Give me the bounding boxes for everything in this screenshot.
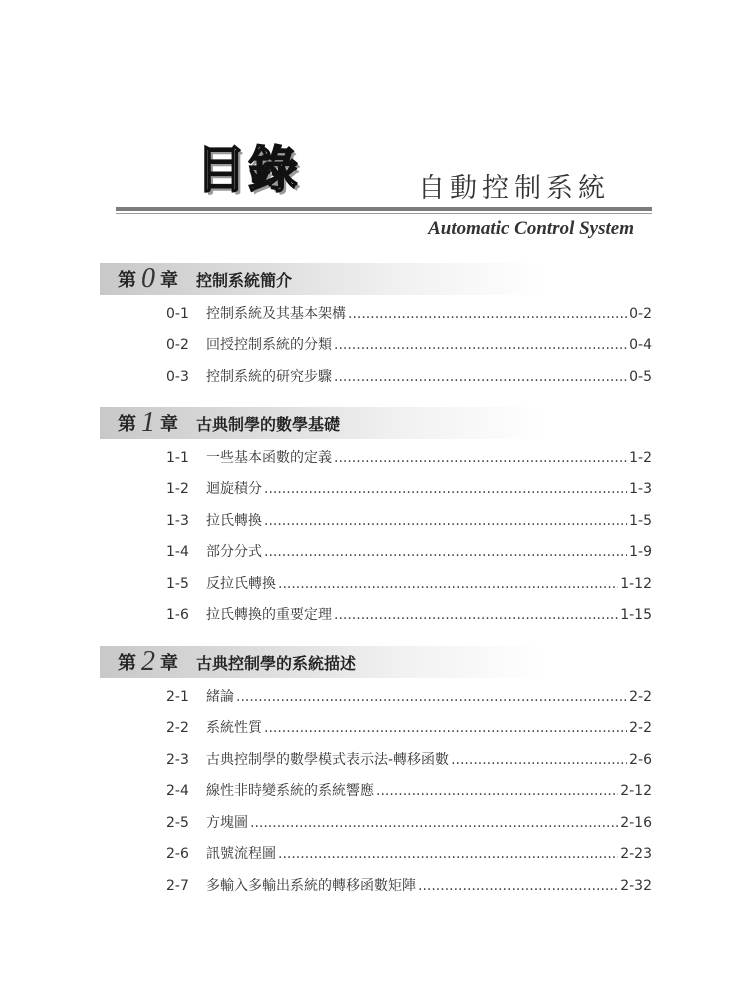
entry-title: 訊號流程圖 — [206, 846, 276, 862]
entry-number: 2-7 — [166, 878, 189, 894]
entry-title: 古典控制學的數學模式表示法-轉移函數 — [206, 752, 450, 768]
toc-entry[interactable] — [166, 366, 652, 388]
entry-number: 2-4 — [166, 783, 189, 799]
toc-entry[interactable] — [166, 717, 652, 739]
entry-title: 控制系統及其基本架構 — [206, 306, 346, 322]
entry-title: 方塊圖 — [206, 815, 248, 831]
entry-title: 部分分式 — [206, 544, 262, 560]
dot-leader — [334, 450, 627, 466]
entry-number: 1-6 — [166, 607, 189, 623]
entry-page: 0-4 — [629, 337, 652, 353]
toc-entry[interactable] — [166, 334, 652, 356]
chapter-title: 古典控制學的系統描述 — [196, 653, 357, 673]
header-rule-thick — [116, 207, 652, 211]
entry-number: 1-1 — [166, 450, 189, 466]
entry-page: 2-2 — [629, 689, 652, 705]
entry-page: 2-32 — [620, 878, 652, 894]
toc-entry[interactable] — [166, 686, 652, 708]
entry-number: 0-3 — [166, 369, 189, 385]
entry-title: 系統性質 — [206, 720, 262, 736]
chapter-title: 古典制學的數學基礎 — [196, 414, 341, 434]
entry-page: 0-5 — [629, 369, 652, 385]
entry-title: 迴旋積分 — [206, 481, 262, 497]
dot-leader — [278, 576, 618, 592]
entry-page: 1-2 — [629, 450, 652, 466]
book-title: 自動控制系統 — [418, 173, 610, 204]
entry-number: 2-6 — [166, 846, 189, 862]
entry-number: 1-2 — [166, 481, 189, 497]
chapter-number: 2 — [141, 646, 155, 677]
chapter-number: 0 — [141, 263, 155, 294]
entry-number: 1-5 — [166, 576, 189, 592]
toc-entry[interactable] — [166, 749, 652, 771]
entry-number: 2-5 — [166, 815, 189, 831]
dot-leader — [264, 481, 627, 497]
header-rule-thin — [116, 213, 652, 214]
toc-entry[interactable] — [166, 510, 652, 532]
entry-title: 一些基本函數的定義 — [206, 450, 332, 466]
entry-number: 1-3 — [166, 513, 189, 529]
dot-leader — [278, 846, 618, 862]
toc-entry[interactable] — [166, 604, 652, 626]
entry-title: 線性非時變系統的系統響應 — [206, 783, 374, 799]
entry-title: 反拉氏轉換 — [206, 576, 276, 592]
toc-entry[interactable] — [166, 573, 652, 595]
dot-leader — [250, 815, 618, 831]
entry-number: 0-1 — [166, 306, 189, 322]
chapter-prefix: 第 — [118, 270, 136, 291]
chapter-header-2 — [100, 646, 660, 678]
chapter-title: 控制系統簡介 — [196, 270, 293, 290]
entry-page: 2-12 — [620, 783, 652, 799]
chapter-suffix: 章 — [160, 653, 178, 674]
chapter-suffix: 章 — [160, 414, 178, 435]
chapter-header-0 — [100, 263, 660, 295]
entry-page: 1-12 — [620, 576, 652, 592]
dot-leader — [264, 513, 627, 529]
chapter-prefix: 第 — [118, 653, 136, 674]
entry-page: 2-23 — [620, 846, 652, 862]
dot-leader — [264, 720, 627, 736]
entry-title: 拉氏轉換的重要定理 — [206, 607, 332, 623]
entry-page: 1-3 — [629, 481, 652, 497]
toc-entry[interactable] — [166, 780, 652, 802]
toc-entry[interactable] — [166, 843, 652, 865]
entry-page: 2-2 — [629, 720, 652, 736]
entry-title: 拉氏轉換 — [206, 513, 262, 529]
dot-leader — [418, 878, 618, 894]
dot-leader — [236, 689, 627, 705]
dot-leader — [334, 369, 627, 385]
entry-page: 1-15 — [620, 607, 652, 623]
toc-entry[interactable] — [166, 541, 652, 563]
chapter-number: 1 — [141, 407, 155, 438]
dot-leader — [376, 783, 618, 799]
chapter-header-1 — [100, 407, 660, 439]
toc-logo-heading: 目錄 — [196, 141, 300, 199]
entry-page: 1-5 — [629, 513, 652, 529]
chapter-prefix: 第 — [118, 414, 136, 435]
entry-title: 控制系統的研究步驟 — [206, 369, 332, 385]
toc-entry[interactable] — [166, 812, 652, 834]
toc-entry[interactable] — [166, 303, 652, 325]
entry-page: 0-2 — [629, 306, 652, 322]
entry-number: 1-4 — [166, 544, 189, 560]
toc-entry[interactable] — [166, 478, 652, 500]
dot-leader — [451, 752, 627, 768]
dot-leader — [334, 607, 618, 623]
entry-title: 回授控制系統的分類 — [206, 337, 332, 353]
entry-title: 緒論 — [206, 689, 234, 705]
toc-entry[interactable] — [166, 447, 652, 469]
entry-number: 0-2 — [166, 337, 189, 353]
dot-leader — [264, 544, 627, 560]
entry-title: 多輸入多輸出系統的轉移函數矩陣 — [206, 878, 416, 894]
dot-leader — [334, 337, 627, 353]
entry-number: 2-1 — [166, 689, 189, 705]
entry-number: 2-3 — [166, 752, 189, 768]
toc-entry[interactable] — [166, 875, 652, 897]
entry-page: 1-9 — [629, 544, 652, 560]
book-subtitle: Automatic Control System — [428, 218, 634, 239]
entry-page: 2-16 — [620, 815, 652, 831]
entry-page: 2-6 — [629, 752, 652, 768]
entry-number: 2-2 — [166, 720, 189, 736]
dot-leader — [348, 306, 627, 322]
chapter-suffix: 章 — [160, 270, 178, 291]
